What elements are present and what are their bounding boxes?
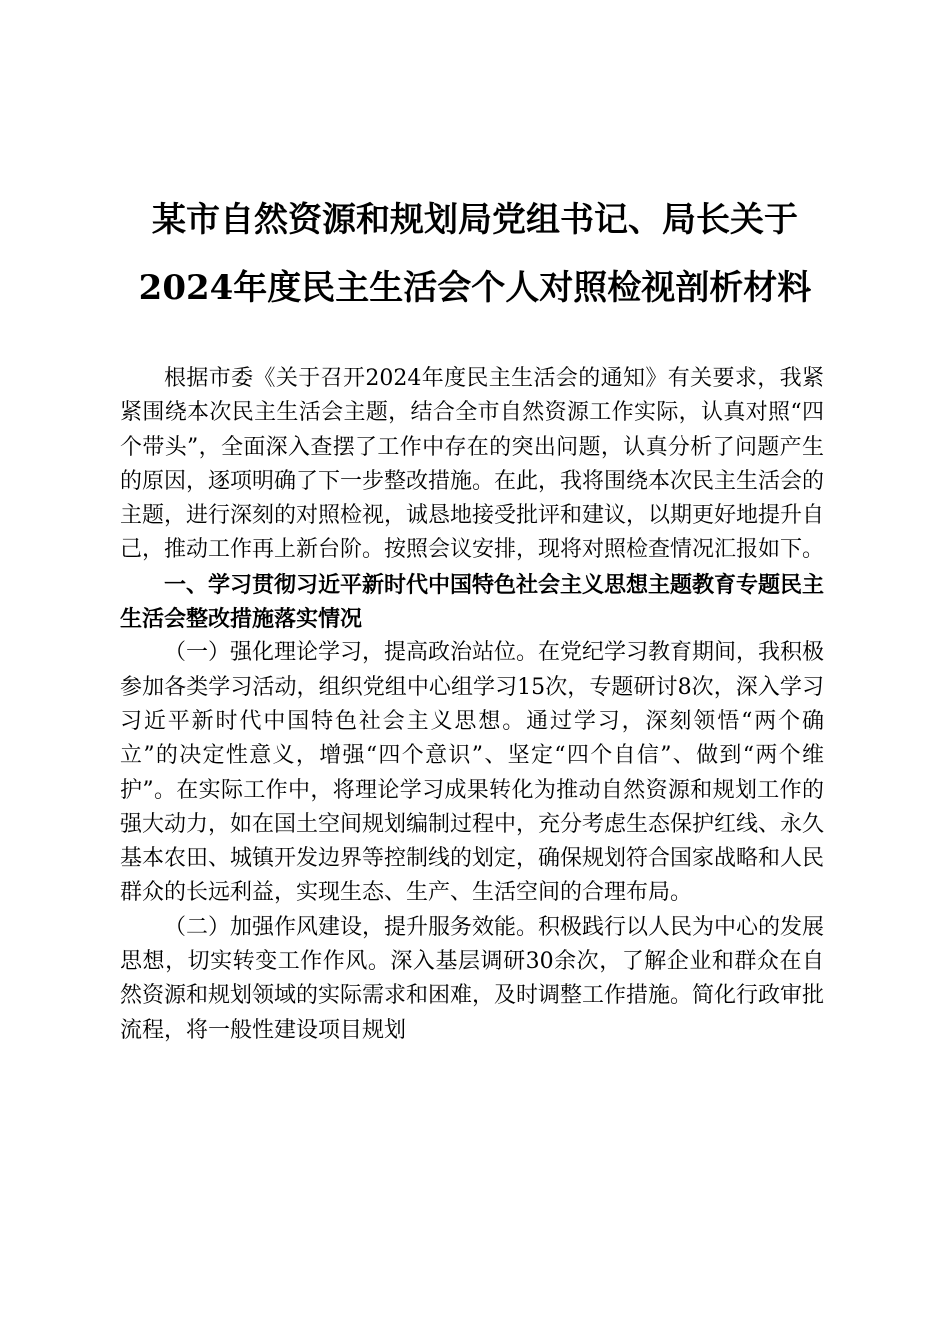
intro-paragraph: 根据市委《关于召开2024年度民主生活会的通知》有关要求，我紧紧围绕本次民主生活会主题，结合全市自然资源工作实际，认真对照“四个带头”，全面深入查摆了工作中存在的突出问题，认真分析了问题产生的原因，逐项明确了下一步整改措施。在此，我将围绕本次民主生活会的主题，进行深刻的对照检视，诚恳地接受批评和建议，以期更好地提升自己，推动工作再上新台阶。按照会议安排，现将对照检查情况汇报如下。 xyxy=(120,366,825,563)
subsection-paragraph-2: （二）加强作风建设，提升服务效能。积极践行以人民为中心的发展思想，切实转变工作作风。深入基层调研30余次，了解企业和群众在自然资源和规划领域的实际需求和困难，及时调整工作措施。简化行政审批流程，将一般性建设项目规划 xyxy=(120,914,825,1043)
document-body xyxy=(120,362,824,1048)
document-title-line-2: 2024年度民主生活会个人对照检视剖析材料 xyxy=(138,268,812,308)
section-heading-1: 一、学习贯彻习近平新时代中国特色社会主义思想主题教育专题民主生活会整改措施落实情况 xyxy=(120,571,825,633)
document-title-line-1: 某市自然资源和规划局党组书记、局长关于 xyxy=(152,200,798,240)
subsection-paragraph-1: （一）强化理论学习，提高政治站位。在党纪学习教育期间，我积极参加各类学习活动，组织党组中心组学习15次，专题研讨8次，深入学习习近平新时代中国特色社会主义思想。通过学习，深刻领悟“两个确立”的决定性意义，增强“四个意识”、坚定“四个自信”、做到“两个维护”。在实际工作中，将理论学习成果转化为推动自然资源和规划工作的强大动力，如在国土空间规划编制过程中，充分考虑生态保护红线、永久基本农田、城镇开发边界等控制线的划定，确保规划符合国家战略和人民群众的长远利益，实现生态、生产、生活空间的合理布局。 xyxy=(120,640,825,906)
